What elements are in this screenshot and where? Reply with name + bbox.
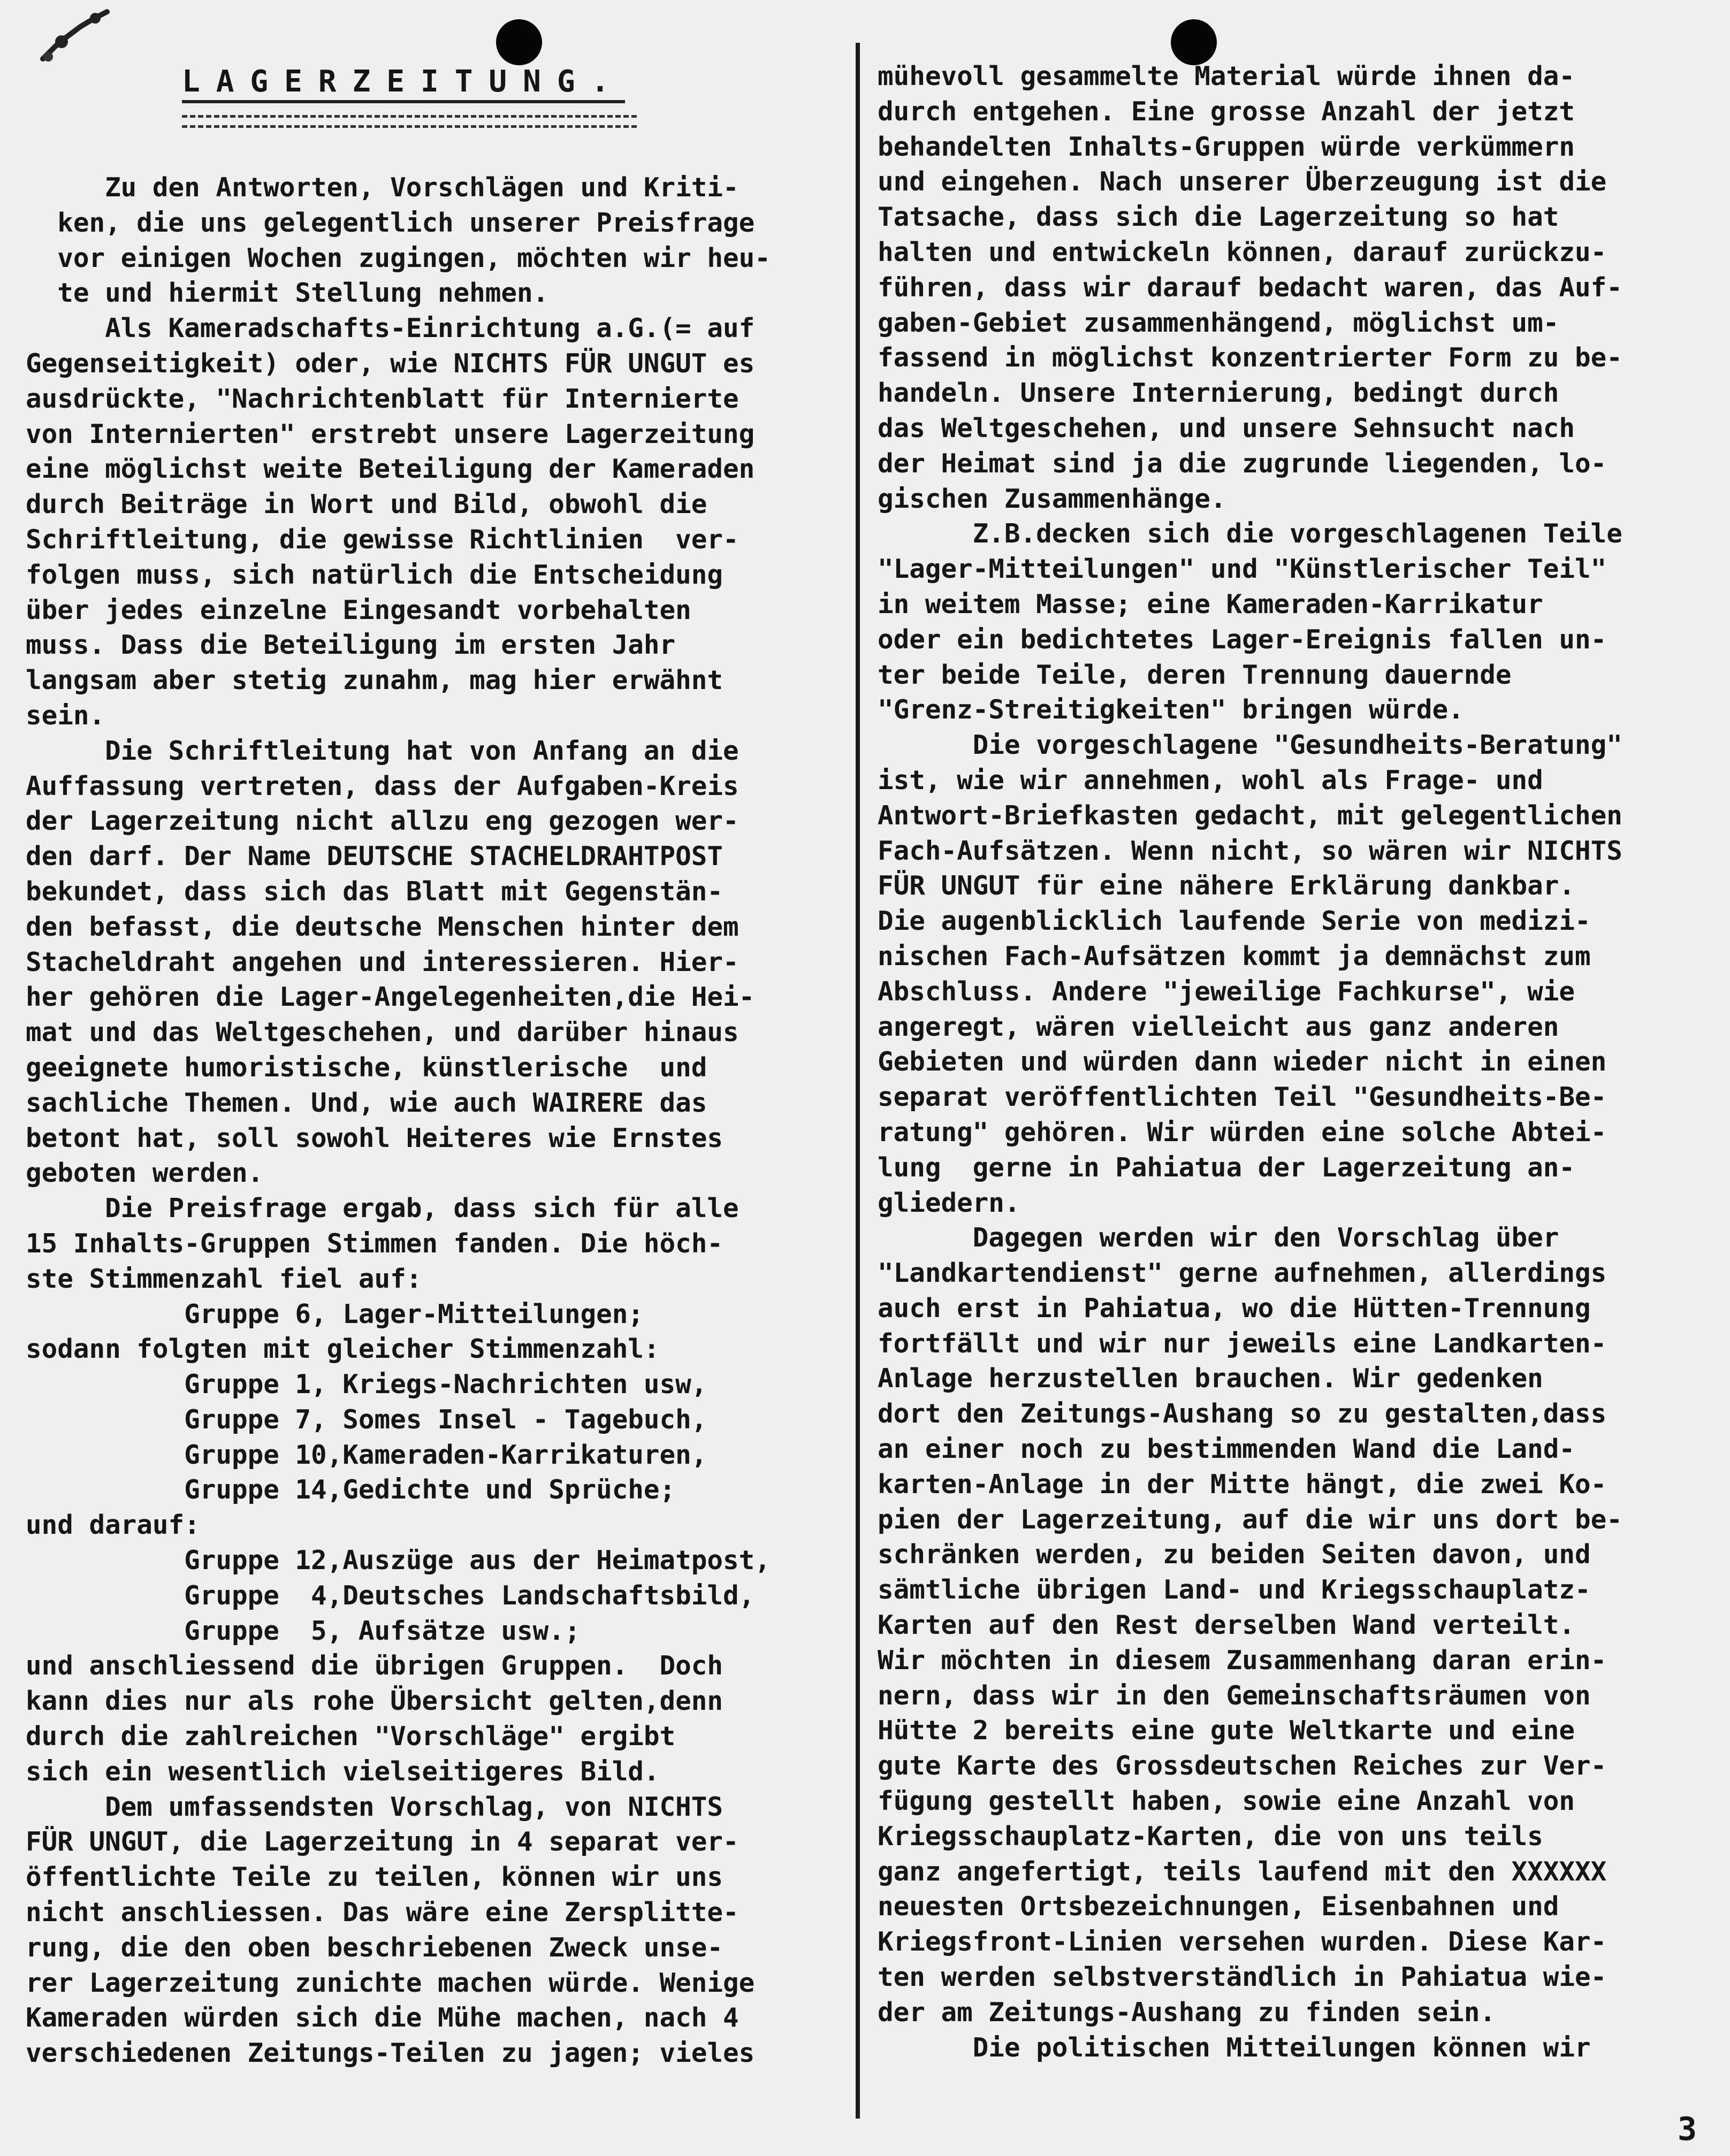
text-line: ste Stimmenzahl fiel auf: — [26, 1263, 422, 1294]
text-line: separat veröffentlichten Teil "Gesundheits-Be- — [878, 1081, 1607, 1113]
text-line: sein. — [26, 699, 105, 731]
text-line: durch entgehen. Eine grosse Anzahl der jetzt — [878, 95, 1575, 127]
text-line: ganz angefertigt, teils laufend mit den XXXXXX — [878, 1855, 1607, 1887]
text-line: über jedes einzelne Eingesandt vorbehalten — [26, 594, 691, 625]
text-line: Die Schriftleitung hat von Anfang an die — [26, 735, 739, 766]
text-line: Abschluss. Andere "jeweilige Fachkurse", wie — [878, 975, 1575, 1007]
text-line: Gruppe 10,Kameraden-Karrikaturen, — [26, 1439, 707, 1470]
left-column-text — [26, 170, 850, 2071]
text-line: neuesten Ortsbezeichnungen, Eisenbahnen und — [878, 1891, 1559, 1922]
text-line: ken, die uns gelegentlich unserer Preisfrage — [26, 207, 755, 238]
text-line: Auffassung vertreten, dass der Aufgaben-Kreis — [26, 770, 739, 801]
text-line: den befasst, die deutsche Menschen hinter dem — [26, 911, 739, 942]
text-line: schränken werden, zu beiden Seiten davon, und — [878, 1539, 1591, 1570]
text-line: lung gerne in Pahiatua der Lagerzeitung an- — [878, 1151, 1575, 1183]
text-line: "Lager-Mitteilungen" und "Künstlerischer Teil" — [878, 553, 1607, 585]
text-line: Tatsache, dass sich die Lagerzeitung so hat — [878, 201, 1559, 233]
text-line: 15 Inhalts-Gruppen Stimmen fanden. Die höch- — [26, 1227, 723, 1259]
title-underline — [182, 115, 637, 128]
text-line: Kameraden würden sich die Mühe machen, nach 4 — [26, 2002, 739, 2033]
text-line: Zu den Antworten, Vorschlägen und Kriti- — [26, 172, 739, 203]
text-line: halten und entwickeln können, darauf zurückzu- — [878, 236, 1607, 267]
text-line: führen, dass wir darauf bedacht waren, das Auf- — [878, 271, 1622, 303]
text-line: rer Lagerzeitung zunichte machen würde. Wenige — [26, 1967, 755, 1998]
document-title: LAGERZEITUNG. — [182, 64, 625, 103]
text-line: vor einigen Wochen zugingen, möchten wir heu- — [26, 242, 771, 273]
text-line: Gegenseitigkeit) oder, wie NICHTS FÜR UNGUT es — [26, 347, 755, 379]
text-line: langsam aber stetig zunahm, mag hier erwähnt — [26, 664, 723, 696]
text-line: Als Kameradschafts-Einrichtung a.G.(= auf — [26, 312, 755, 344]
text-line: Gebieten und würden dann wieder nicht in einen — [878, 1046, 1607, 1077]
text-line: durch Beiträge in Wort und Bild, obwohl die — [26, 488, 707, 520]
text-line: Gruppe 1, Kriegs-Nachrichten usw, — [26, 1368, 707, 1400]
text-line: Hütte 2 bereits eine gute Weltkarte und eine — [878, 1715, 1575, 1746]
text-line: nicht anschliessen. Das wäre eine Zersplitte- — [26, 1897, 739, 1928]
text-line: betont hat, soll sowohl Heiteres wie Ernstes — [26, 1122, 723, 1153]
text-line: gischen Zusammenhänge. — [878, 483, 1226, 514]
text-line: sachliche Themen. Und, wie auch WAIRERE das — [26, 1087, 707, 1118]
text-line: das Weltgeschehen, und unsere Sehnsucht nach — [878, 412, 1575, 444]
text-line: karten-Anlage in der Mitte hängt, die zwei Ko- — [878, 1468, 1607, 1500]
text-line: handeln. Unsere Internierung, bedingt durch — [878, 377, 1559, 409]
text-line: öffentlichte Teile zu teilen, können wir uns — [26, 1861, 723, 1893]
text-line: nern, dass wir in den Gemeinschaftsräumen von — [878, 1679, 1591, 1711]
text-line: der Lagerzeitung nicht allzu eng gezogen wer- — [26, 805, 739, 837]
text-line: Die augenblicklich laufende Serie von medizi- — [878, 905, 1591, 937]
text-line: dort den Zeitungs-Aushang so zu gestalten,dass — [878, 1398, 1607, 1429]
text-line: gliedern. — [878, 1187, 1020, 1218]
text-line: Karten auf den Rest derselben Wand verteilt. — [878, 1609, 1575, 1641]
page-number: 3 — [1678, 2111, 1697, 2148]
text-line: Gruppe 6, Lager-Mitteilungen; — [26, 1298, 644, 1329]
text-line: ten werden selbstverständlich in Pahiatua wie- — [878, 1961, 1607, 1993]
text-line: der Heimat sind ja die zugrunde liegenden, lo- — [878, 447, 1607, 479]
text-line: und eingehen. Nach unserer Überzeugung ist die — [878, 166, 1607, 197]
text-line: angeregt, wären vielleicht aus ganz anderen — [878, 1011, 1559, 1042]
text-line: an einer noch zu bestimmenden Wand die Land- — [878, 1433, 1575, 1465]
text-line: und darauf: — [26, 1509, 200, 1541]
text-line: fortfällt und wir nur jeweils eine Landkarten- — [878, 1327, 1607, 1359]
text-line: eine möglichst weite Beteiligung der Kameraden — [26, 453, 755, 485]
text-line: Die Preisfrage ergab, dass sich für alle — [26, 1192, 739, 1224]
text-line: Dagegen werden wir den Vorschlag über — [878, 1222, 1559, 1253]
text-line: von Internierten" erstrebt unsere Lagerzeitung — [26, 418, 755, 449]
text-line: kann dies nur als rohe Übersicht gelten,denn — [26, 1685, 723, 1717]
text-line: verschiedenen Zeitungs-Teilen zu jagen; vieles — [26, 2037, 755, 2069]
text-line: Fach-Aufsätzen. Wenn nicht, so wären wir NICHTS — [878, 835, 1622, 866]
text-line: Dem umfassendsten Vorschlag, von NICHTS — [26, 1791, 723, 1822]
text-line: mat und das Weltgeschehen, und darüber hinaus — [26, 1016, 739, 1048]
text-line: gute Karte des Grossdeutschen Reiches zur Ver- — [878, 1750, 1607, 1782]
text-line: Antwort-Briefkasten gedacht, mit gelegentlichen — [878, 799, 1622, 831]
text-line: Stacheldraht angehen und interessieren. Hier- — [26, 946, 739, 977]
text-line: auch erst in Pahiatua, wo die Hütten-Trennung — [878, 1292, 1591, 1324]
text-line: Gruppe 14,Gedichte und Sprüche; — [26, 1474, 676, 1505]
text-line: "Grenz-Streitigkeiten" bringen würde. — [878, 694, 1464, 725]
text-line: Die vorgeschlagene "Gesundheits-Beratung" — [878, 729, 1622, 761]
text-line: bekundet, dass sich das Blatt mit Gegenstän- — [26, 875, 723, 907]
text-line: in weitem Masse; eine Kameraden-Karrikatur — [878, 588, 1543, 620]
text-line: fassend in möglichst konzentrierter Form zu be- — [878, 342, 1622, 373]
text-line: Schriftleitung, die gewisse Richtlinien ver- — [26, 523, 739, 555]
text-line: Gruppe 12,Auszüge aus der Heimatpost, — [26, 1545, 771, 1576]
text-line: Gruppe 7, Somes Insel - Tagebuch, — [26, 1403, 707, 1435]
text-line: sämtliche übrigen Land- und Kriegsschauplatz- — [878, 1574, 1591, 1605]
text-line: Kriegsfront-Linien versehen wurden. Diese Kar- — [878, 1926, 1607, 1958]
text-line: nischen Fach-Aufsätzen kommt ja demnächst zum — [878, 940, 1591, 972]
right-column-text — [878, 59, 1723, 2065]
text-line: der am Zeitungs-Aushang zu finden sein. — [878, 1996, 1496, 2028]
text-line: her gehören die Lager-Angelegenheiten,die Hei- — [26, 981, 755, 1013]
text-line: ratung" gehören. Wir würden eine solche Abtei- — [878, 1116, 1607, 1148]
text-line: gaben-Gebiet zusammenhängend, möglichst um- — [878, 307, 1559, 338]
text-line: folgen muss, sich natürlich die Entscheidung — [26, 559, 723, 590]
text-line: Gruppe 4,Deutsches Landschaftsbild, — [26, 1579, 755, 1611]
text-line: Die politischen Mitteilungen können wir — [878, 2031, 1591, 2063]
text-line: "Landkartendienst" gerne aufnehmen, allerdings — [878, 1257, 1607, 1289]
text-line: fügung gestellt haben, sowie eine Anzahl von — [878, 1785, 1575, 1817]
text-line: Kriegsschauplatz-Karten, die von uns teils — [878, 1820, 1543, 1852]
text-line: FÜR UNGUT, die Lagerzeitung in 4 separat ver- — [26, 1826, 739, 1857]
text-line: pien der Lagerzeitung, auf die wir uns dort be- — [878, 1503, 1622, 1535]
text-line: geeignete humoristische, künstlerische und — [26, 1051, 707, 1083]
text-line: behandelten Inhalts-Gruppen würde verkümmern — [878, 131, 1575, 162]
column-divider — [856, 43, 860, 2119]
punch-hole-left — [496, 19, 542, 65]
text-line: ausdrückte, "Nachrichtenblatt für Internierte — [26, 383, 739, 414]
text-line: Wir möchten in diesem Zusammenhang daran erin- — [878, 1644, 1607, 1676]
text-line: den darf. Der Name DEUTSCHE STACHELDRAHTPOST — [26, 840, 723, 872]
text-line: Anlage herzustellen brauchen. Wir gedenken — [878, 1363, 1543, 1394]
text-line: mühevoll gesammelte Material würde ihnen da- — [878, 60, 1575, 91]
text-line: durch die zahlreichen "Vorschläge" ergibt — [26, 1721, 676, 1752]
text-line: ist, wie wir annehmen, wohl als Frage- und — [878, 764, 1543, 796]
text-line: sich ein wesentlich vielseitigeres Bild. — [26, 1755, 660, 1787]
text-line: rung, die den oben beschriebenen Zweck unse- — [26, 1931, 723, 1963]
text-line: ter beide Teile, deren Trennung dauernde — [878, 659, 1512, 690]
text-line: und anschliessend die übrigen Gruppen. Doch — [26, 1650, 723, 1681]
text-line: muss. Dass die Beteiligung im ersten Jahr — [26, 629, 676, 661]
text-line: Gruppe 5, Aufsätze usw.; — [26, 1615, 581, 1646]
text-line: geboten werden. — [26, 1157, 264, 1189]
text-line: te und hiermit Stellung nehmen. — [26, 277, 549, 309]
text-line: sodann folgten mit gleicher Stimmenzahl: — [26, 1333, 660, 1365]
ink-smudge — [37, 5, 118, 67]
text-line: FÜR UNGUT für eine nähere Erklärung dankbar. — [878, 870, 1575, 901]
text-line: oder ein bedichtetes Lager-Ereignis fallen un- — [878, 623, 1607, 655]
text-line: Z.B.decken sich die vorgeschlagenen Teile — [878, 518, 1622, 549]
